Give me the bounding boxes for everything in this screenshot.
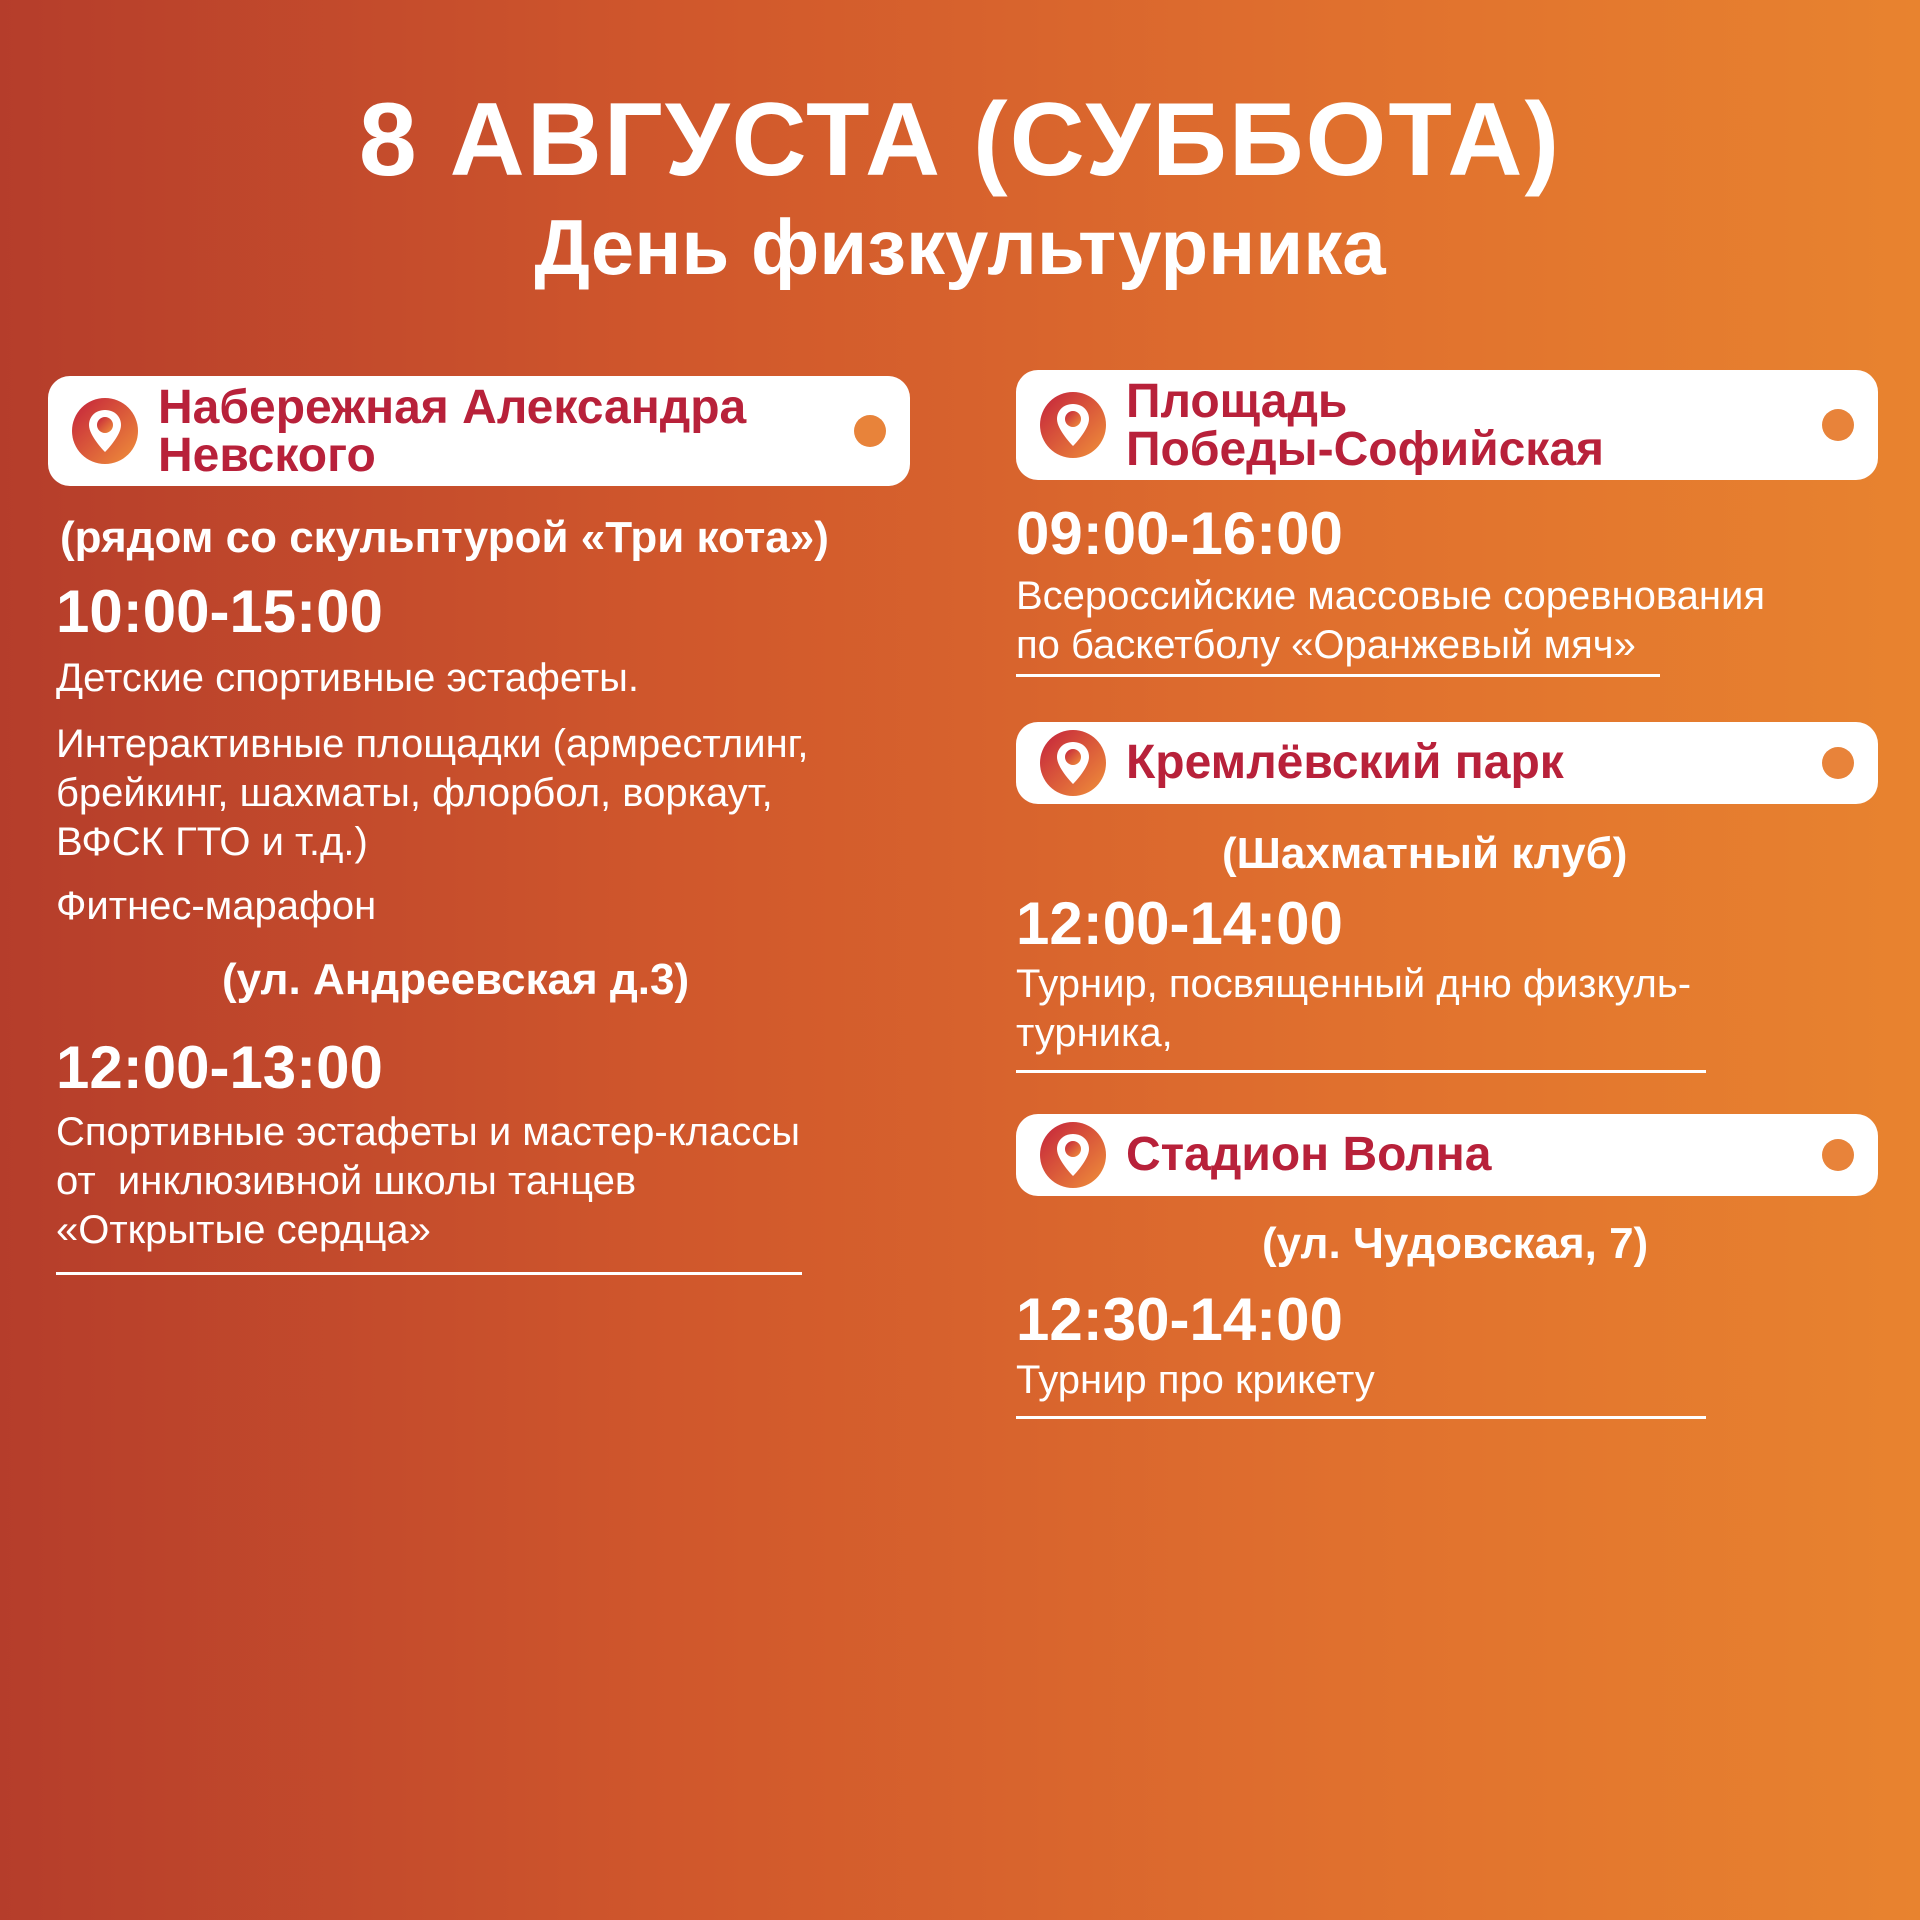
location-note: (ул. Андреевская д.3) — [222, 955, 690, 1004]
divider — [1016, 674, 1660, 677]
description-line: от инклюзивной школы танцев — [56, 1159, 637, 1203]
time-range: 12:00-14:00 — [1016, 890, 1343, 957]
location-pin-icon — [1038, 1120, 1108, 1190]
venue-name — [158, 381, 747, 482]
venue-card-naberezhnaya — [48, 376, 910, 486]
dot-icon — [1822, 747, 1854, 779]
description-line: турника, — [1016, 1011, 1173, 1055]
description-line: Спортивные эстафеты и мастер-классы — [56, 1110, 800, 1154]
description-line: Интерактивные площадки (армрестлинг, — [56, 722, 809, 766]
time-range: 10:00-15:00 — [56, 578, 383, 645]
divider — [1016, 1070, 1706, 1073]
event-description: Детские спортивные эстафеты. — [56, 656, 640, 700]
venue-card-ploshchad — [1016, 370, 1878, 480]
venue-card-stadion — [1016, 1114, 1878, 1196]
divider — [1016, 1416, 1706, 1419]
location-pin-icon — [1038, 728, 1108, 798]
time-range: 12:30-14:00 — [1016, 1286, 1343, 1353]
divider — [56, 1272, 802, 1275]
page-title: 8 АВГУСТА (СУББОТА) — [358, 82, 1562, 198]
venue-name-line2: Победы-Софийская — [1126, 423, 1605, 476]
venue-name-line2: Невского — [158, 429, 376, 482]
description-line: «Открытые сердца» — [56, 1208, 431, 1252]
event-description: Турнир про крикету — [1016, 1358, 1375, 1402]
location-pin-icon — [1038, 390, 1108, 460]
event-description — [56, 720, 809, 867]
time-range: 09:00-16:00 — [1016, 500, 1343, 567]
dot-icon — [1822, 409, 1854, 441]
event-description — [1016, 572, 1765, 670]
venue-name — [1126, 375, 1605, 476]
event-description — [56, 1108, 800, 1255]
description-line: ВФСК ГТО и т.д.) — [56, 820, 368, 864]
location-pin-icon — [70, 396, 140, 466]
dot-icon — [1822, 1139, 1854, 1171]
time-range: 12:00-13:00 — [56, 1034, 383, 1101]
page-subtitle: День физкультурника — [534, 203, 1386, 291]
event-description — [1016, 960, 1691, 1058]
location-note: (ул. Чудовская, 7) — [1262, 1219, 1649, 1268]
venue-card-kremlevsky — [1016, 722, 1878, 804]
location-note: (рядом со скульптурой «Три кота») — [60, 513, 829, 562]
event-description: Фитнес-марафон — [56, 884, 377, 928]
location-note: (Шахматный клуб) — [1222, 829, 1628, 878]
venue-name-line1: Набережная Александра — [158, 381, 747, 434]
description-line: Турнир, посвященный дню физкуль- — [1016, 962, 1692, 1006]
dot-icon — [854, 415, 886, 447]
venue-name: Стадион Волна — [1126, 1128, 1492, 1181]
description-line: по баскетболу «Оранжевый мяч» — [1016, 623, 1636, 667]
venue-name: Кремлёвский парк — [1126, 736, 1564, 789]
description-line: Всероссийские массовые соревнования — [1016, 574, 1766, 618]
venue-name-line1: Площадь — [1126, 375, 1348, 428]
description-line: брейкинг, шахматы, флорбол, воркаут, — [56, 771, 773, 815]
